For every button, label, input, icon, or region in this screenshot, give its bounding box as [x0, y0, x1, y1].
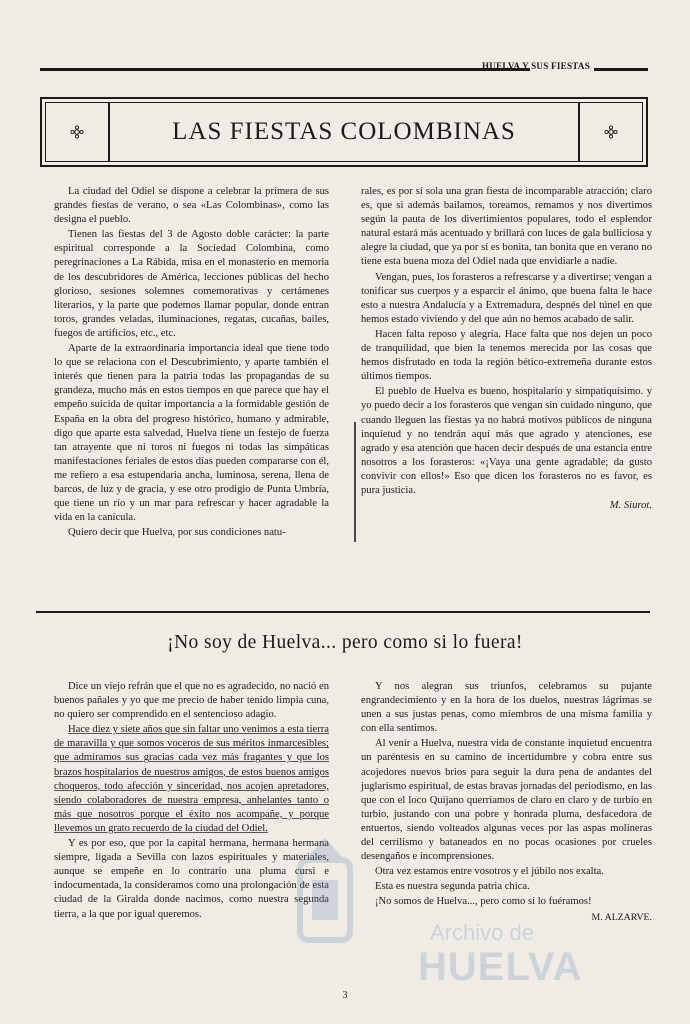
title-ornament-left — [46, 103, 110, 161]
flower-ornament-icon — [604, 125, 618, 139]
paragraph: Y nos alegran sus triunfos, celebramos su pujante engrandecimiento y en la hora de los duelos, nuestras lágrimas se unen a sus justas penas, como miembros de una misma familia y con ella sentimos. — [361, 681, 652, 735]
paragraph: Esta es nuestra segunda patria chica. — [375, 881, 530, 893]
paragraph: El pueblo de Huelva es bueno, hospitalario y simpatiquísimo. y yo puedo decir a los forasteros que vengan sin cuidado ninguno, que cuando lleguen las fiestas ya no habrá motivos públicos de ninguna inquietud y no tendrán aquí más que agrado y atenciones, ese agrado y esa atención que hacen decir después de una estancia entre nosotros a los forasteros: «¡Vaya una gente agradable; da gusto convivir con ellos!» Eso que dicen los forasteros no es favor, es pura justicia. — [361, 386, 652, 496]
article1-column-right — [361, 185, 652, 513]
underlined-paragraph: Hace diez y siete años que sin faltar uno venimos a esta tierra de maravilla y que somos voceros de sus méritos inmarcesibles; que admiramos sus gracias cada vez más fragantes y que los brazos hospitalarios de nuestros amigos, de estos buenos amigos choqueros, todo afección y sinceridad, nos acojen apretadores, siendo colaboradores de nuestra empresa, anhelantes tanto o más que nosotros porque el éxito nos acompañe, y porque llevemos un grato recuerdo de la ciudad del Odiel. — [54, 724, 329, 834]
paragraph: ¡No somos de Huelva..., pero como si lo fuéramos! — [375, 896, 592, 908]
author-signature: M. Siurot. — [609, 500, 652, 512]
running-header — [40, 62, 648, 76]
page-number: 3 — [342, 990, 348, 1001]
header-rule-left — [40, 68, 530, 71]
paragraph: Al venir a Huelva, nuestra vida de constante inquietud encuentra un paréntesis en su camino de incertidumbre y cobra entre sus acojedores nuevos brios para seguir la dura pena de andantes del juglarismo espiritual, de estas bravas jornadas del periodismo, en las que con el loco Quijano querríamos de claro en claro y de turbio en turbio, justando con una pobre y honrada pluma, desfacedora de entuertos, siendo volteados algunas veces por las aspas molineras del cerrilismo y bataneados en no pocas ocasiones por crueles desengaños e incomprensiones. — [361, 738, 652, 863]
watermark-archive-text: Archivo de — [430, 920, 534, 945]
section-divider — [36, 611, 650, 613]
paragraph: Y es por eso, que por la capital hermana, hermana hermana siempre, ligada a Sevilla con lazos espirituales y materiales, aunque se empeñe en lo contrario una pluma cursi e indocumentada, la consideramos como una prolongación de esta ciudad de la Giralda donde nacimos, como nuestra segunda tierra, a la que por igual queremos. — [54, 838, 329, 920]
paragraph: rales, es por sí sola una gran fiesta de incomparable atracción; claro es, que si además bailamos, toreamos, remamos y nos divertimos según la pauta de los divertimientos populares, todo el esplendor natural estará más acentuado y brillará con luces de gala bulliciosa y alegre la ciudad, que ya por sí es bonita, tan bonita que en verano no tiene esta buena moza del Odiel nada que envidiarle a nadie. — [361, 186, 652, 268]
article-title: LAS FIESTAS COLOMBINAS — [172, 118, 516, 145]
paragraph: Tienen las fiestas del 3 de Agosto doble carácter: la parte espiritual corresponde a la Sociedad Colombina, como peregrinaciones a La Rábida, misa en el monasterio en memoria de los descubridores de América, lecciones públicas del hecho glorioso, sesiones solemnes comemorativas y certámenes literarios, y la parte que podemos llamar popular, donde entran toros, grandes veladas, iluminaciones, regatas, cucañas, bailes, fuegos de artificios, etc., etc. — [54, 229, 329, 339]
article2-column-left — [54, 680, 329, 922]
paragraph: Hacen falta reposo y alegría. Hace falta que nos dejen un poco de tranquilidad, que bien la tenemos merecida por las cosas que hemos disfrutado en toda la región bético-extremeña durante estos últimos tiempos. — [361, 328, 652, 383]
paragraph: Vengan, pues, los forasteros a refrescarse y a divertirse; vengan a tonificar sus cuerpos y a esparcir el ánimo, que buena falta le hace esto a nuestra Andalucía y a Extremadura, despnés del túnel en que hemos estado viviendo y del que aún no hemos acabado de salir. — [361, 271, 652, 325]
paragraph: Otra vez estamos entre vosotros y el júbilo nos exalta. — [375, 866, 604, 878]
article2-column-right — [361, 680, 652, 925]
running-title: HUELVA Y SUS FIESTAS — [482, 61, 590, 71]
paragraph: Dice un viejo refrán que el que no es agradecido, no nació en buenos pañales y yo que me precio de haber tenido limpia cuna, no quiero ser comprendido en el sentencioso adagio. — [54, 681, 329, 721]
flower-ornament-icon — [70, 125, 84, 139]
paragraph: Quiero decir que Huelva, por sus condiciones natu- — [68, 527, 286, 539]
watermark-city-text: HUELVA — [418, 945, 583, 989]
paragraph: Aparte de la extraordinaria importancia ideal que tiene todo lo que se relaciona con el Descubrimiento, y aparte también el interés que tienen para la patria todas las propagandas de su grandeza, mucho más en estos tiempos en que parece que hay el empeño suicida de quitar importancia a la formidable gestión de España en la obra del progreso histórico, humano y admirable, digo que aparte esta salvedad, Huelva tiene un festejo de fuerza tan atrayente que ni toros ni fuegos ni todas las simpáticas manifestaciones feriales de estos días pueden compararse con él, me refiero a esa estupendaria ancha, luminosa, serena, llena de barcos, de luz y de gracia, y ese otro prodigio de Punta Umbría, que tiene un río y un mar para refrescar y hacer agradable la vida en la canícula. — [54, 343, 329, 524]
article2-title: ¡No soy de Huelva... pero como si lo fuera! — [167, 632, 523, 653]
title-box — [40, 97, 648, 167]
paragraph: La ciudad del Odiel se dispone a celebrar la primera de sus grandes fiestas de verano, o sea «Las Colombinas», como las designa el pueblo. — [54, 186, 329, 226]
header-rule-right — [594, 68, 648, 71]
author-signature: M. ALZARVE. — [591, 911, 652, 923]
article1-column-left — [54, 185, 329, 540]
title-ornament-right — [578, 103, 642, 161]
margin-pencil-mark — [354, 422, 356, 542]
title-box-inner — [45, 102, 643, 162]
